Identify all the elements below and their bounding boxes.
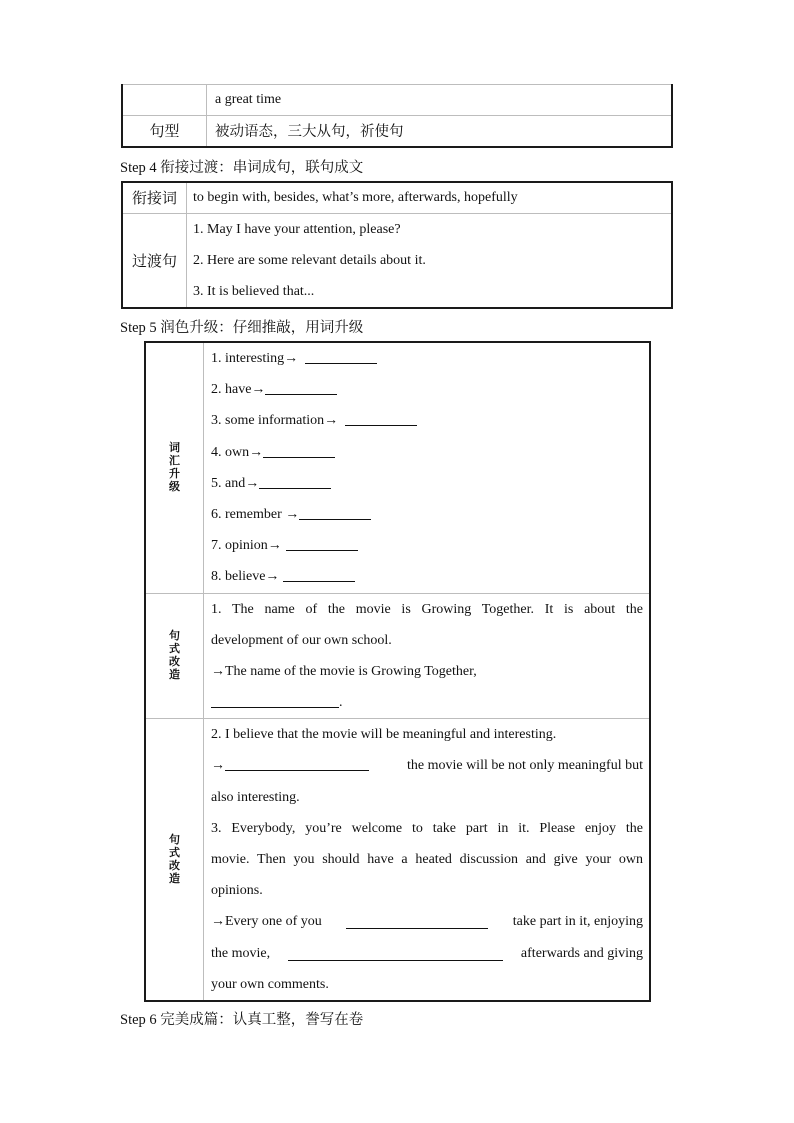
sentence-line: →Every one of you take part in it, enjoying xyxy=(211,914,643,930)
vocab-upgrade-label: 词汇升级 xyxy=(169,440,180,493)
sentence-line: development of our own school. xyxy=(211,632,392,648)
connectives-label: 衔接词 xyxy=(122,182,187,213)
transition-sentence: 3. It is believed that... xyxy=(193,283,315,299)
sentence-line: your own comments. xyxy=(211,976,329,992)
sentence-pattern-label: 句型 xyxy=(122,116,207,147)
transition-sentences xyxy=(187,213,673,308)
polish-upgrade-table xyxy=(144,341,651,1002)
list-item: 5. and→ xyxy=(211,468,643,499)
step5-title: Step 5 润色升级：仔细推敲，用词升级 xyxy=(120,320,364,336)
sentence-rewrite-label: 句式改造 xyxy=(169,628,180,681)
step4-title: Step 4 衔接过渡：串词成句，联句成文 xyxy=(120,160,364,176)
transition-sentence: 1. May I have your attention, please? xyxy=(193,221,401,237)
sentence-line: the movie, afterwards and giving xyxy=(211,945,643,961)
sentence-line: → the movie will be not only meaningful but xyxy=(211,758,643,774)
answer-blank[interactable] xyxy=(283,567,355,582)
sentence-rewrite-label: 句式改造 xyxy=(169,832,180,885)
phrase-value: a great time xyxy=(207,85,673,116)
vocab-upgrade-list xyxy=(204,342,651,593)
list-item: 8. believe→ xyxy=(211,561,643,592)
connectives-value: to begin with, besides, what’s more, afterwards, hopefully xyxy=(187,182,673,213)
sentence-line: opinions. xyxy=(211,883,263,899)
sentence-rewrite-1 xyxy=(204,593,651,719)
answer-blank[interactable] xyxy=(259,474,331,489)
transition-sentence: 2. Here are some relevant details about it. xyxy=(193,252,426,268)
answer-blank[interactable] xyxy=(288,946,503,961)
sentence-line: 3. Everybody, you’re welcome to take part in it. Please enjoy the xyxy=(211,820,643,836)
sentence-line: →The name of the movie is Growing Together, xyxy=(211,663,477,679)
answer-blank[interactable] xyxy=(305,349,377,364)
sentence-line: also interesting. xyxy=(211,789,300,805)
empty-label-cell xyxy=(122,85,207,116)
list-item: 2. have→ xyxy=(211,374,643,405)
answer-blank[interactable] xyxy=(345,411,417,426)
answer-blank[interactable] xyxy=(286,536,358,551)
list-item: 4. own→ xyxy=(211,437,643,468)
step6-title: Step 6 完美成篇：认真工整，誊写在卷 xyxy=(120,1012,364,1028)
list-item: 6. remember → xyxy=(211,499,643,530)
sentence-line: . xyxy=(211,687,643,718)
answer-blank[interactable] xyxy=(225,756,369,771)
language-table-continued xyxy=(121,84,673,148)
answer-blank[interactable] xyxy=(265,380,337,395)
list-item: 7. opinion→ xyxy=(211,530,643,561)
transition-sentences-label: 过渡句 xyxy=(122,213,187,308)
sentence-line: movie. Then you should have a heated discussion and give your own xyxy=(211,852,643,867)
list-item: 3. some information→ xyxy=(211,405,643,436)
answer-blank[interactable] xyxy=(346,914,488,929)
answer-blank[interactable] xyxy=(263,443,335,458)
sentence-rewrite-2-3 xyxy=(204,719,651,1001)
list-item: 1. interesting→ xyxy=(211,343,643,374)
sentence-pattern-value: 被动语态，三大从句，祈使句 xyxy=(207,116,673,147)
answer-blank[interactable] xyxy=(299,505,371,520)
answer-blank[interactable] xyxy=(211,693,339,708)
transition-table xyxy=(121,181,673,309)
sentence-line: 1. The name of the movie is Growing Together. It is about the xyxy=(211,601,643,617)
sentence-line: 2. I believe that the movie will be meaningful and interesting. xyxy=(211,727,557,743)
